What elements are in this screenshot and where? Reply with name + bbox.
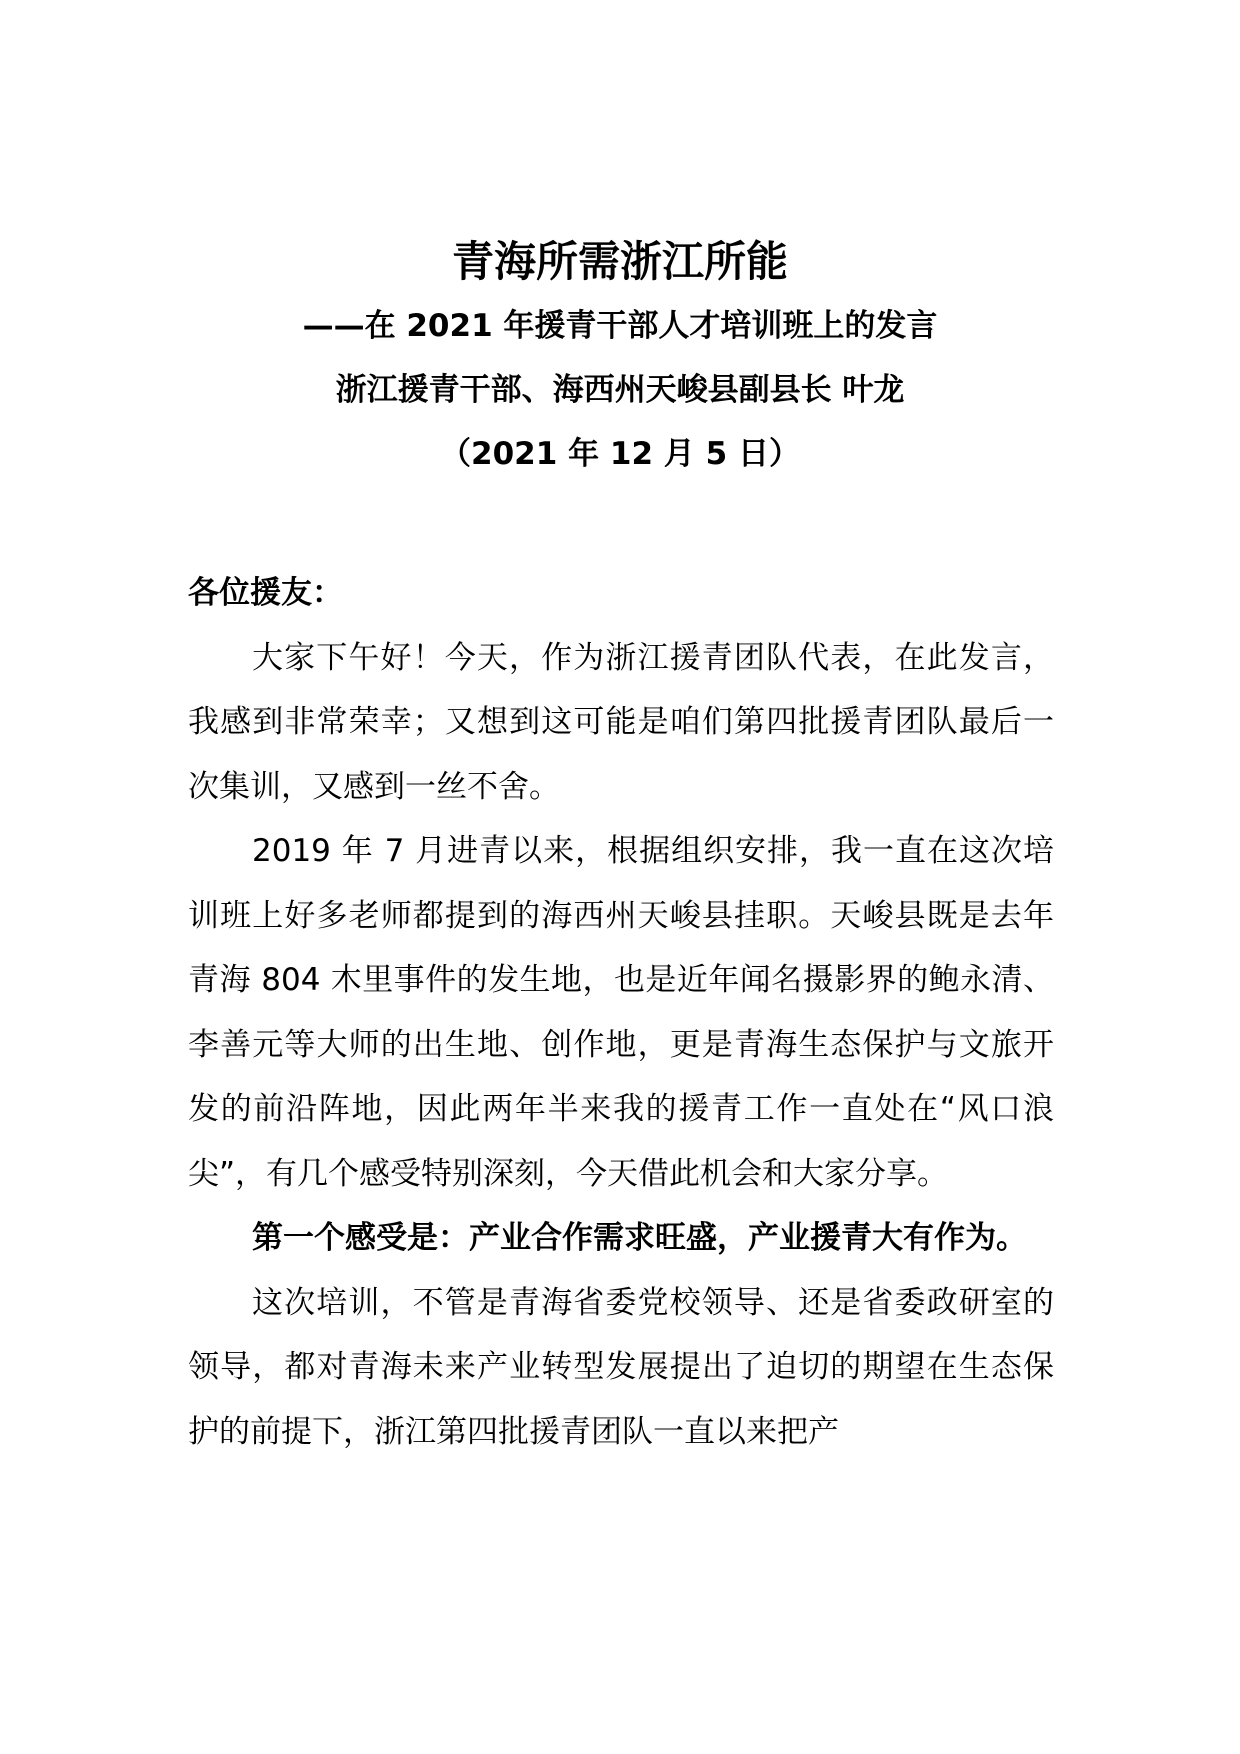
document-body <box>188 561 1054 1464</box>
paragraph-industry: 这次培训，不管是青海省委党校领导、还是省委政研室的领导，都对青海未来产业转型发展提出了迫切的期望在生态保护的前提下，浙江第四批援青团队一直以来把产 <box>188 1284 1054 1450</box>
section-heading-1: 第一个感受是：产业合作需求旺盛，产业援青大有作为。 <box>252 1220 1027 1256</box>
document-header <box>0 230 1240 486</box>
speech-date: （2021 年 12 月 5 日） <box>440 436 800 472</box>
document-subtitle: ——在 2021 年援青干部人才培训班上的发言 <box>302 308 938 344</box>
salutation: 各位援友： <box>188 575 343 611</box>
paragraph-greeting: 大家下午好！今天，作为浙江援青团队代表，在此发言，我感到非常荣幸；又想到这可能是咱们第四批援青团队最后一次集训，又感到一丝不舍。 <box>188 639 1054 805</box>
paragraph-background: 2019 年 7 月进青以来，根据组织安排，我一直在这次培训班上好多老师都提到的海西州天峻县挂职。天峻县既是去年青海 804 木里事件的发生地，也是近年闻名摄影界的鲍永清、李善元等大师的出生地、创作地，更是青海生态保护与文旅开发的前沿阵地，因此两年半来我的援青工作一直处在“风口浪尖”，有几个感受特别深刻，今天借此机会和大家分享。 <box>188 833 1054 1192</box>
speaker-line: 浙江援青干部、海西州天峻县副县长 叶龙 <box>335 372 905 408</box>
document-title: 青海所需浙江所能 <box>451 237 788 286</box>
